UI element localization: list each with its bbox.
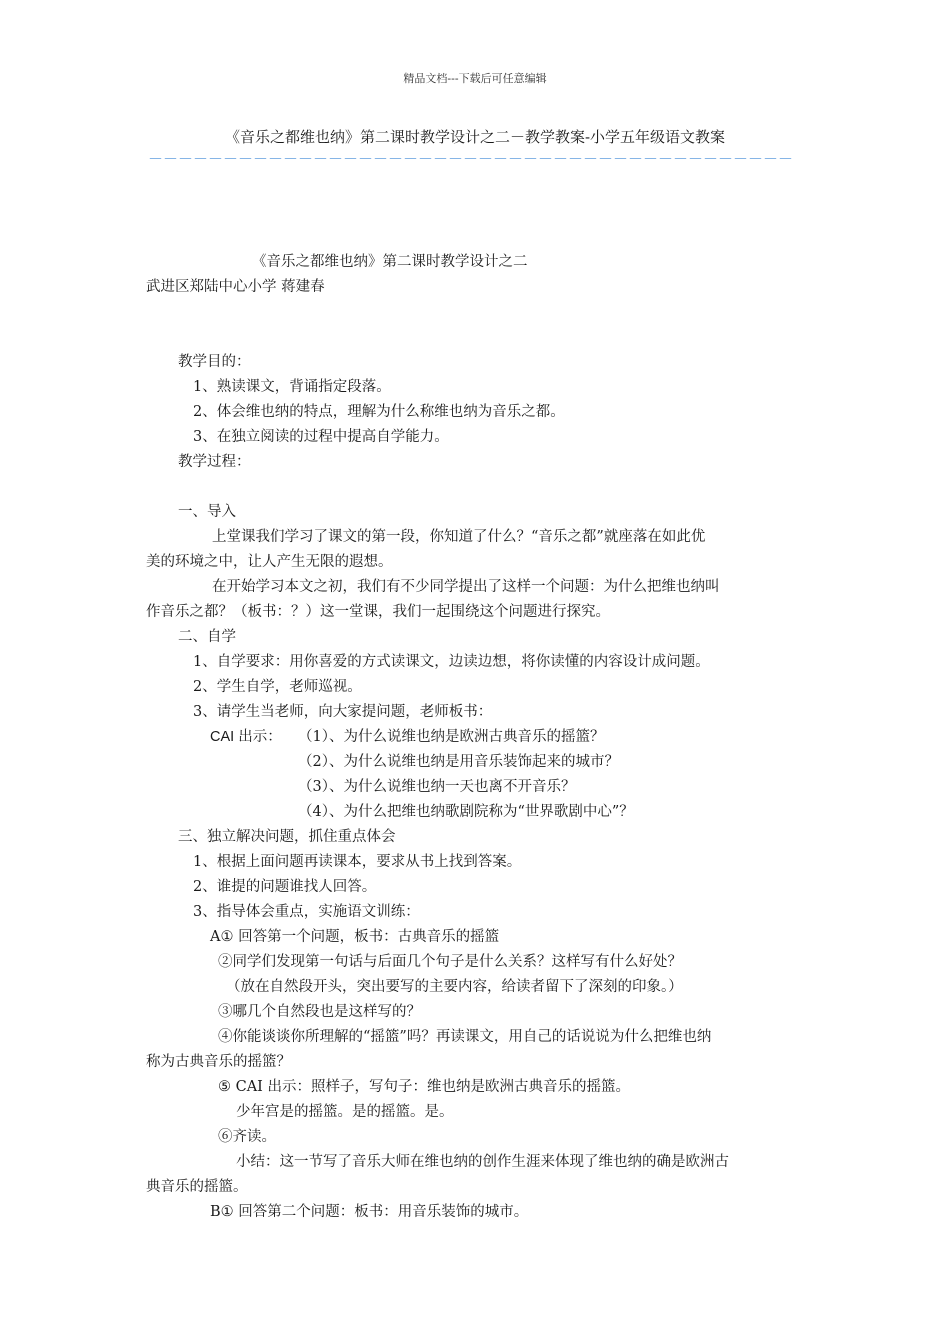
paragraph-line: 上堂课我们学习了课文的第一段，你知道了什么？“音乐之都”就座落在如此优 (212, 529, 706, 545)
question-item: （1）、为什么说维也纳是欧洲古典音乐的摇篮？ (298, 729, 605, 745)
question-item: （2）、为什么说维也纳是用音乐装饰起来的城市？ (298, 754, 619, 770)
lesson-subtitle: 《音乐之都维也纳》第二课时教学设计之二 (252, 254, 528, 270)
goal-item: 3、在独立阅读的过程中提高自学能力。 (193, 429, 449, 445)
step-note: （放在自然段开头，突出要写的主要内容，给读者留下了深刻的印象。） (226, 979, 683, 995)
author-line: 武进区郑陆中心小学 蒋建春 (146, 279, 325, 295)
summary-line: 小结：这一节写了音乐大师在维也纳的创作生涯来体现了维也纳的确是欧洲古 (236, 1154, 729, 1170)
cai-label: CAI 出示： (210, 729, 282, 745)
list-item: 1、根据上面问题再读课本，要求从书上找到答案。 (193, 854, 522, 870)
paragraph-line: 在开始学习本文之初，我们有不少同学提出了这样一个问题：为什么把维也纳叫 (212, 579, 720, 595)
step-line: A① 回答第一个问题，板书：古典音乐的摇篮 (210, 929, 500, 945)
document-title: 《音乐之都维也纳》第二课时教学设计之二－教学教案-小学五年级语文教案 (224, 128, 726, 146)
list-item: 3、请学生当老师，向大家提问题，老师板书： (193, 704, 493, 720)
question-item: （3）、为什么说维也纳一天也离不开音乐？ (298, 779, 576, 795)
list-item: 2、学生自学，老师巡视。 (193, 679, 362, 695)
step-line: ⑤ CAI 出示：照样子，写句子：维也纳是欧洲古典音乐的摇篮。 (218, 1079, 631, 1095)
question-item: （4）、为什么把维也纳歌剧院称为“世界歌剧中心”？ (298, 804, 634, 820)
step-line: 少年宫是的摇篮。是的摇篮。是。 (236, 1104, 454, 1120)
section-heading: 三、独立解决问题，抓住重点体会 (178, 829, 396, 845)
list-item: 2、谁提的问题谁找人回答。 (193, 879, 377, 895)
section-heading: 二、自学 (178, 629, 236, 645)
title-divider: －－－－－－－－－－－－－－－－－－－－－－－－－－－－－－－－－－－－－－－－－－－ (148, 150, 794, 168)
step-line: ④你能谈谈你所理解的“摇篮”吗？再读课文，用自己的话说说为什么把维也纳 (218, 1029, 712, 1045)
step-line: ②同学们发现第一句话与后面几个句子是什么关系？这样写有什么好处？ (218, 954, 682, 970)
paragraph-line: 作音乐之都？（板书：？）这一堂课，我们一起围绕这个问题进行探究。 (146, 604, 610, 620)
process-heading: 教学过程： (178, 454, 251, 470)
step-line: ⑥齐读。 (218, 1129, 276, 1145)
header-note: 精品文档---下载后可任意编辑 (403, 72, 547, 85)
goals-heading: 教学目的： (178, 354, 251, 370)
goal-item: 1、熟读课文，背诵指定段落。 (193, 379, 391, 395)
step-line: ③哪几个自然段也是这样写的？ (218, 1004, 421, 1020)
list-item: 1、自学要求：用你喜爱的方式读课文，边读边想，将你读懂的内容设计成问题。 (193, 654, 710, 670)
summary-line: 典音乐的摇篮。 (146, 1179, 248, 1195)
step-line: 称为古典音乐的摇篮？ (146, 1054, 291, 1070)
goal-item: 2、体会维也纳的特点，理解为什么称维也纳为音乐之都。 (193, 404, 565, 420)
list-item: 3、指导体会重点，实施语文训练： (193, 904, 420, 920)
section-heading: 一、导入 (178, 504, 236, 520)
paragraph-line: 美的环境之中，让人产生无限的遐想。 (146, 554, 393, 570)
step-line: B① 回答第二个问题：板书：用音乐装饰的城市。 (210, 1204, 529, 1220)
